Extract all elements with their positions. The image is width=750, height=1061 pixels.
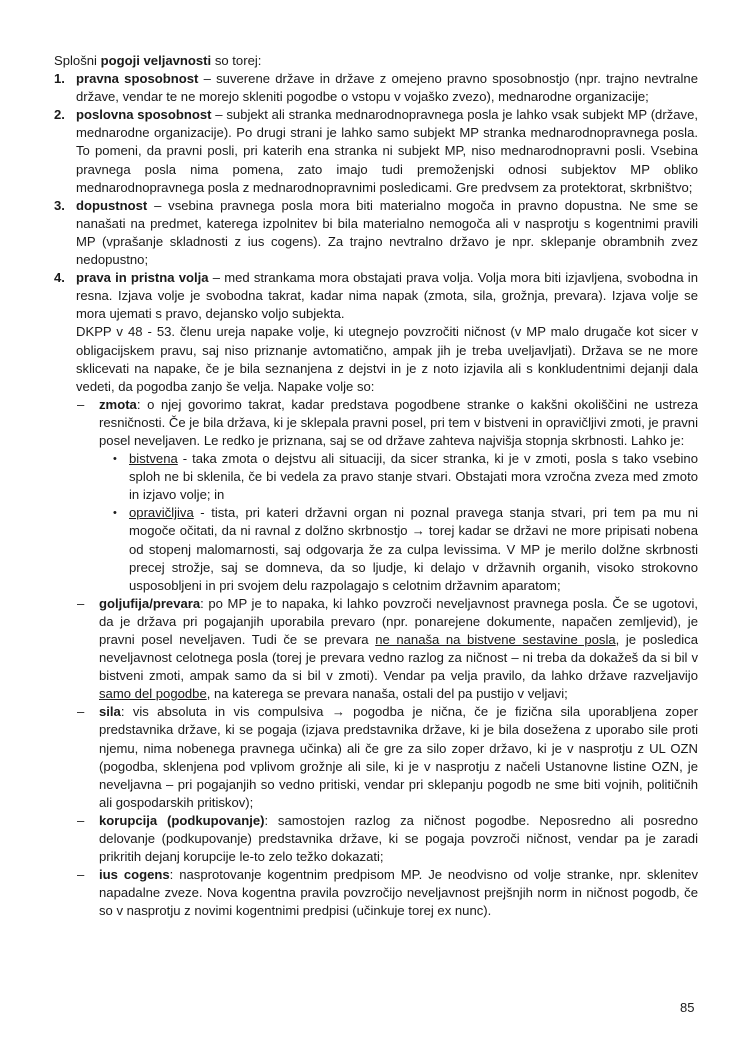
defect-item-korupcija: – korupcija (podkupovanje): samostojen razlog za ničnost pogodbe. Neposredno ali posredno delovanje (podkupovanje) predstavnika države, ki se pogaja povzroči ničnost, vendar pa je zaradi prikritih dejanj korupcije le-to zelo težko dokazati; — [77, 812, 698, 865]
defect-term: zmota — [99, 396, 137, 412]
defect-item-zmota: – zmota: o njej govorimo takrat, kadar predstava pogodbene stranke o kakšni okoliščini ne ustreza resničnosti. Če je bila država, ki je sklepala pravni posel, pri tem v bistveni in opravičljivi zmoti, je pravni posel neveljaven. Le redko je priznana, saj se od države zahteva najvišja stopnja skrbnosti. Lahko je: • bistvena - taka zmota o dejstvu ali situaciji, da sicer stranka, ki je v zmoti, posla s tako vsebino sploh ne bi sklenila, če bi vedela za pravo stanje stvari. Obstajati mora vzročna zveza med zmoto in izjavo volje; in • opravičljiva - tista, pri kateri državni organ ni poznal pravega stanja stvari, pri tem pa mu ni mogoče očitati, da ni ravnal z dolžno skrbnostjo → torej kadar se državi ne more pripisati nobena od stopenj malomarnosti, saj odgovarja že za culpa levissima. V MP je merilo dolžne skrbnosti precej strožje, saj se domneva, da so ljudje, ki delajo v državnih organih, visoko strokovno usposobljeni in pri svojem delu razpolagajo s celotnim državnim aparatom; — [76, 396, 698, 595]
condition-term: poslovna sposobnost — [76, 107, 212, 123]
condition-term: dopustnost — [76, 197, 148, 213]
condition-term: prava in pristna volja — [76, 270, 209, 286]
bullet-marker: • — [113, 507, 117, 520]
condition-item-2: 2. poslovna sposobnost – subjekt ali stranka mednarodnopravnega posla je lahko vsak subjekt MP (države, mednarodne organizacije). Po drugi strani je lahko samo subjekt MP stranka mednarodnopravnega posla. To pomeni, da pravni posli, pri katerih ena stranka ni subjekt MP, niso mednarodnopravni posli. Vsebina pravnega posla nima pomena, zato imajo tudi premoženjski odnosi subjektov MP obliko mednarodnopravnega posla z mednarodnopravnimi posledicami. Gre predvsem za protektorat, skrbništvo; — [54, 107, 698, 195]
bullet-marker: • — [113, 453, 117, 466]
mistake-type-term: bistvena — [129, 451, 178, 467]
condition-item-1: 1. pravna sposobnost – suverene države in države z omejeno pravno sposobnostjo (npr. trajno nevtralne države, vendar te ne morejo skleniti pogodbe o vstopu v vojaško zvezo), mednarodne organizacije; — [54, 71, 698, 105]
defect-item-sila: – sila: vis absoluta in vis compulsiva → pogodba je nična, če je fizična sila uporabljena zoper predstavnika države, ki se pogaja (izjava predstavnika države, ki je bila dosežena z uporabo sile proti njemu, nima nobenega pravnega učinka) ali če gre za silo zoper državo, ki je v nasprotju z UL OZN (pogodba, sklenjena pod vplivom grožnje ali sile, ki je v nasprotju z načeli Ustanovne listine OZN, je neveljavna – pri pogajanjih so vedno pritiski, vendar pri sklepanju pogodb ne sme biti vojnih, političnih ali gospodarskih pritiskov); — [77, 704, 698, 810]
list-number: 4. — [54, 270, 65, 286]
condition-item-3: 3. dopustnost – vsebina pravnega posla mora biti materialno mogoča in pravno dopustna. Ne sme se nanašati na predmet, katerega izpolnitev bi bila materialno nemogoča ali v nasprotju s kogentnimi pravili MP (vprašanje skladnosti z ius cogens). Za trajno nevtralno državo je npr. sklepanje obrambnih zvez nedopustno; — [54, 197, 698, 268]
mistake-types-list — [99, 450, 698, 595]
dash-marker: – — [77, 396, 85, 412]
mistake-type-opravicljiva: • opravičljiva - tista, pri kateri državni organ ni poznal pravega stanja stvari, pri tem pa mu ni mogoče očitati, da ni ravnal z dolžno skrbnostjo → torej kadar se državi ne more pripisati nobena od stopenj malomarnosti, saj odgovarja že za culpa levissima. V MP je merilo dolžne skrbnosti precej strožje, saj se domneva, da so ljudje, ki delajo v državnih organih, visoko strokovno usposobljeni in pri svojem delu razpolagajo s celotnim državnim aparatom; — [113, 505, 698, 593]
dash-marker: – — [77, 812, 85, 828]
will-defects-list — [76, 396, 698, 921]
page-number: 85 — [680, 1000, 695, 1015]
intro-paragraph: Splošni pogoji veljavnosti so torej: — [54, 53, 262, 68]
list-number: 3. — [54, 197, 65, 213]
defect-term: sila — [99, 704, 121, 720]
validity-conditions-list — [54, 70, 698, 920]
dash-marker: – — [77, 867, 85, 883]
mistake-type-term: opravičljiva — [129, 505, 194, 521]
dash-marker: – — [77, 704, 85, 720]
document-page — [54, 52, 698, 921]
underlined-phrase: samo del pogodbe — [99, 686, 207, 702]
list-number: 1. — [54, 71, 65, 87]
dkpp-paragraph: DKPP v 48 - 53. členu ureja napake volje, ki utegnejo povzročiti ničnost (v MP malo drugače kot sicer v obligacijskem pravu, saj niso priznanje avtomatično, ampak jih je treba uveljavljati). Država se ne more sklicevati na napake, če je bila seznanjena z dejstvi in je z noto izjavila ali s konkludentnimi dejanji dala vedeti, da pogodba zanjo še velja. Napake volje so: — [76, 324, 698, 394]
defect-term: goljufija/prevara — [99, 595, 201, 611]
condition-item-4: 4. prava in pristna volja – med strankama mora obstajati prava volja. Volja mora biti izjavljena, svobodna in resna. Izjava volje je svobodna takrat, kadar nima napak (zmota, sila, grožnja, prevara). Izjava volje se mora ujemati s pravo, dejansko voljo subjekta. DKPP v 48 - 53. členu ureja napake volje, ki utegnejo povzročiti ničnost (v MP malo drugače kot sicer v obligacijskem pravu, saj niso priznanje avtomatično, ampak jih je treba uveljavljati). Država se ne more sklicevati na napake, če je bila seznanjena z dejstvi in je z noto izjavila ali s konkludentnimi dejanji dala vedeti, da pogodba zanjo še velja. Napake volje so: – zmota: o njej govorimo takrat, kadar predstava pogodbene stranke o kakšni okoliščini ne ustreza resničnosti. Če je bila država, ki je sklepala pravni posel, pri tem v bistveni in opravičljivi zmoti, je pravni posel neveljaven. Le redko je priznana, saj se od države zahteva najvišja stopnja skrbnosti. Lahko je: • bistvena - taka zmota o dejstvu ali situaciji, da sicer stranka, ki je v zmoti, posla s tako vsebino sploh ne bi sklenila, če bi vedela za pravo stanje stvari. Obstajati mora vzročna zveza med zmoto in izjavo volje; in • opravičljiva - tista, pri kateri državni organ ni poznal pravega stanja stvari, pri tem pa mu ni mogoče očitati, da ni ravnal z dolžno skrbnostjo → torej kadar se državi ne more pripisati nobena od stopenj malomarnosti, saj odgovarja že za culpa levissima. V MP je merilo dolžne skrbnosti precej strožje, saj se domneva, da so ljudje, ki delajo v državnih organih, visoko strokovno usposobljeni in pri svojem delu razpolagajo s celotnim državnim aparatom; – goljufija/prevara: po MP je to napaka, ki lahko povzroči neveljavnost pravnega posla. Če se ugotovi, da je država pri pogajanjih uporabila prevaro (npr. ponarejene dokumente, napačen zemljevid), je pravni posel neveljaven. Tudi če se prevara ne nanaša na bistvene sestavine posla, je posledica neveljavnost celotnega posla (torej je prevara vedno razlog za ničnost – ni treba da dokažeš da si bil v bistveni zmoti, ampak samo da si bil v zmoti). Vendar pa velja pravilo, da lahko države razveljavijo samo del pogodbe, na katerega se prevara nanaša, ostali del pa pustijo v veljavi; – sila: vis absoluta in vis compulsiva → pogodba je nična, če je fizična sila uporabljena zoper predstavnika države, ki se pogaja (izjava predstavnika države, ki je bila dosežena z uporabo sile proti njemu, nima nobenega pravnega učinka) ali če gre za silo zoper državo, ki je v nasprotju z UL OZN (pogodba, sklenjena pod vplivom grožnje ali sile, ki je v nasprotju z načeli Ustanovne listine OZN, je neveljavna – pri pogajanjih so vedno pritiski, vendar pri sklepanju pogodb ne sme biti vojnih, političnih ali gospodarskih pritiskov); – korupcija (podkupovanje): samostojen razlog za ničnost pogodbe. Neposredno ali posredno delovanje (podkupovanje) predstavnika države, ki se pogaja povzroči ničnost, vendar pa je zaradi prikritih dejanj korupcije le-to zelo težko dokazati; – ius cogens: nasprotovanje kogentnim predpisom MP. Je neodvisno od volje stranke, npr. sklenitev napadalne zveze. Nova kogentna pravila povzročijo neveljavnost prejšnjih norm in ničnost pogodb, če so v nasprotju z novimi kogentnimi predpisi (učinkuje torej ex nunc). — [54, 269, 698, 920]
mistake-type-bistvena: • bistvena - taka zmota o dejstvu ali situaciji, da sicer stranka, ki je v zmoti, posla s tako vsebino sploh ne bi sklenila, če bi vedela za pravo stanje stvari. Obstajati mora vzročna zveza med zmoto in izjavo volje; in — [113, 451, 698, 503]
defect-item-ius-cogens: – ius cogens: nasprotovanje kogentnim predpisom MP. Je neodvisno od volje stranke, npr. sklenitev napadalne zveze. Nova kogentna pravila povzročijo neveljavnost prejšnjih norm in ničnost pogodb, če so v nasprotju z novimi kogentnimi predpisi (učinkuje torej ex nunc). — [77, 867, 698, 919]
defect-term: korupcija (podkupovanje) — [99, 812, 265, 828]
intro-bold-term: pogoji veljavnosti — [100, 53, 212, 68]
dash-marker: – — [77, 595, 85, 611]
condition-term: pravna sposobnost — [76, 71, 199, 87]
defect-item-prevara: – goljufija/prevara: po MP je to napaka, ki lahko povzroči neveljavnost pravnega posla. Če se ugotovi, da je država pri pogajanjih uporabila prevaro (npr. ponarejene dokumente, napačen zemljevid), je pravni posel neveljaven. Tudi če se prevara ne nanaša na bistvene sestavine posla, je posledica neveljavnost celotnega posla (torej je prevara vedno razlog za ničnost – ni treba da dokažeš da si bil v bistveni zmoti, ampak samo da si bil v zmoti). Vendar pa velja pravilo, da lahko države razveljavijo samo del pogodbe, na katerega se prevara nanaša, ostali del pa pustijo v veljavi; — [77, 595, 698, 702]
list-number: 2. — [54, 107, 65, 123]
defect-term: ius cogens — [99, 867, 170, 883]
underlined-phrase: ne nanaša na bistvene sestavine posla — [375, 632, 616, 647]
